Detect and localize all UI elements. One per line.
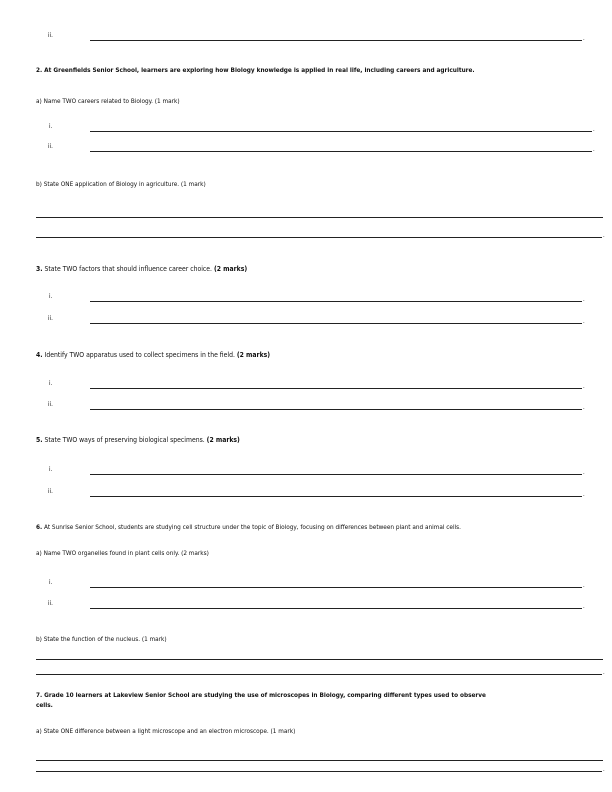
question-4: 4. Identify TWO apparatus used to collect specimens in the field. (2 marks) — [36, 351, 271, 359]
question-7a: a) State ONE difference between a light microscope and an electron microscope. (1 mark) — [36, 727, 296, 735]
line-end-period: . — [583, 318, 585, 325]
answer-line[interactable] — [90, 323, 582, 324]
answer-line[interactable] — [90, 409, 582, 410]
line-end-period: . — [583, 296, 585, 303]
answer-line[interactable] — [36, 659, 603, 660]
answer-line[interactable] — [90, 131, 592, 132]
answer-line[interactable] — [90, 587, 582, 588]
line-end-period: . — [603, 669, 605, 676]
line-end-period: . — [593, 126, 595, 133]
answer-line[interactable] — [36, 237, 602, 238]
roman-i: i. — [49, 293, 53, 300]
answer-line[interactable] — [36, 771, 602, 772]
question-6b: b) State the function of the nucleus. (1 mark) — [36, 635, 167, 643]
question-2b: b) State ONE application of Biology in agriculture. (1 mark) — [36, 180, 206, 188]
roman-ii: ii. — [48, 401, 53, 408]
roman-ii: ii. — [48, 600, 53, 607]
line-end-period: . — [593, 146, 595, 153]
line-end-period: . — [583, 603, 585, 610]
answer-line[interactable] — [36, 217, 603, 218]
answer-line[interactable] — [90, 608, 582, 609]
roman-i: i. — [49, 380, 53, 387]
question-6-stem: 6. At Sunrise Senior School, students are studying cell structure under the topic of Biology, focusing on differences between plant and animal cells. — [36, 523, 461, 531]
line-end-period: . — [583, 383, 585, 390]
question-2-stem: 2. At Greenfields Senior School, learners are exploring how Biology knowledge is applied in real life, including careers and agriculture. — [36, 66, 475, 74]
line-end-period: . — [603, 766, 605, 773]
line-end-period: . — [583, 469, 585, 476]
roman-i: i. — [49, 579, 53, 586]
roman-i: i. — [49, 123, 53, 130]
question-3: 3. State TWO factors that should influence career choice. (2 marks) — [36, 265, 248, 273]
answer-line[interactable] — [36, 674, 602, 675]
roman-ii: ii. — [48, 143, 53, 150]
answer-line[interactable] — [90, 301, 582, 302]
roman-i: i. — [49, 466, 53, 473]
question-6a: a) Name TWO organelles found in plant cells only. (2 marks) — [36, 549, 209, 557]
roman-ii: ii. — [48, 32, 53, 39]
question-7-stem-line1: 7. Grade 10 learners at Lakeview Senior School are studying the use of microscopes in Biology, comparing different types used to observe — [36, 691, 486, 699]
answer-line[interactable] — [90, 151, 592, 152]
question-2a: a) Name TWO careers related to Biology. (1 mark) — [36, 97, 180, 105]
roman-ii: ii. — [48, 315, 53, 322]
answer-line[interactable] — [90, 474, 582, 475]
question-7-stem-line2: cells. — [36, 701, 53, 709]
line-end-period: . — [583, 491, 585, 498]
answer-line[interactable] — [90, 388, 582, 389]
line-end-period: . — [583, 582, 585, 589]
roman-ii: ii. — [48, 488, 53, 495]
answer-line[interactable] — [90, 40, 582, 41]
answer-line[interactable] — [36, 760, 603, 761]
line-end-period: . — [603, 232, 605, 239]
question-5: 5. State TWO ways of preserving biological specimens. (2 marks) — [36, 436, 240, 444]
line-end-period: . — [583, 404, 585, 411]
answer-line[interactable] — [90, 496, 582, 497]
line-end-period: . — [583, 35, 585, 42]
